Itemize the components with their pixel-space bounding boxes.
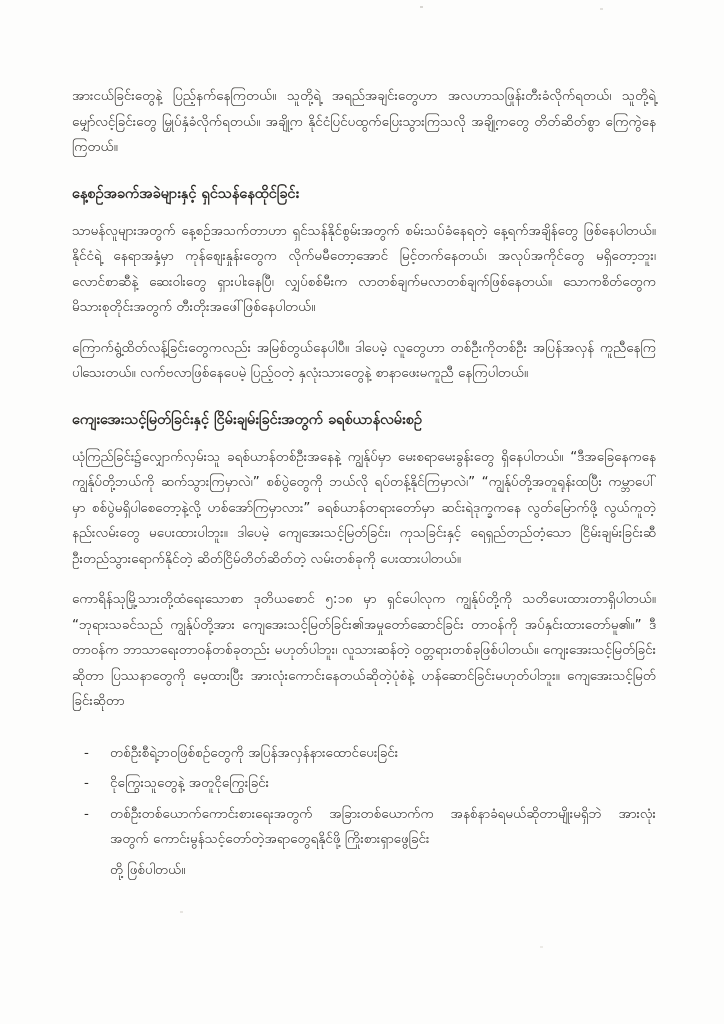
reconciliation-definition-list bbox=[84, 741, 656, 884]
document-content bbox=[72, 84, 656, 883]
dash-bullet-icon: - bbox=[84, 805, 89, 822]
dash-bullet-icon: - bbox=[84, 744, 89, 761]
paragraph-fear-and-mutual-help: ကြောက်ရွံ့ထိတ်လန့်ခြင်းတွေကလည်း အမြစ်တွယ်နေပါပီ။ ဒါပေမဲ့ လူတွေဟာ တစ်ဦးကိုတစ်ဦး အပြန်အလှန် ကူညီနေကြပါသေးတယ်။ လက်ဗလာဖြစ်နေပေမဲ့ ပြည့်ဝတဲ့ နှလုံးသားတွေနဲ့ စာနာဖေးမကူညီ နေကြပါတယ်။ bbox=[72, 339, 656, 381]
list-item bbox=[84, 802, 656, 853]
paragraph-believer-questions: ယုံကြည်ခြင်း၌လျှောက်လှမ်းသူ ခရစ်ယာန်တစ်ဦးအနေနဲ့ ကျွန်ုပ်မှာ မေးစရာမေးခွန်းတွေ ရှိနေပါတယ်။ “ဒီအခြေနေကနေ ကျွန်ုပ်တို့ဘယ်ကို ဆက်သွားကြမှာလဲ၊” စစ်ပွဲတွေကို ဘယ်လို ရပ်တန့်နိုင်ကြမှာလဲ၊” “ကျွန်ုပ်တို့အတူရုန်းထပြီး ကမ္ဘာပေါ်မှာ စစ်ပွဲမရှိပါစေတော့နဲ့လို့ ဟစ်အော်ကြမှာလား” ခရစ်ယာန်တရားတော်မှာ ဆင်းရဲဒုက္ခကနေ လွတ်မြောက်ဖို့ လွယ်ကူတဲ့ နည်းလမ်းတွေ မပေးထားပါဘူး။ ဒါပေမဲ့ ကျေအေးသင့်မြတ်ခြင်း၊ ကုသခြင်းနှင့် ရေရှည်တည်တံ့သော ငြိမ်းချမ်းခြင်းဆီဦးတည်သွားရောက်နိုင်တဲ့ ဆိတ်ငြိမ်တိတ်ဆိတ်တဲ့ လမ်းတစ်ခုကို ပေးထားပါတယ်။ bbox=[72, 448, 656, 567]
paragraph-daily-hardship: သာမန်လူများအတွက် နေ့စဉ်အသက်တာဟာ ရှင်သန်နိုင်စွမ်းအတွက် စမ်းသပ်ခံနေရတဲ့ နေ့ရက်အချိန်တွေ ဖြစ်နေပါတယ်။ နိုင်ငံရဲ့ နေရာအနှံ့မှာ ကုန်ဈေးနှုန်းတွေက လိုက်မမီတော့အောင် မြင့်တက်နေတယ်၊ အလုပ်အကိုင်တွေ မရှိတော့ဘူး၊ လောင်စာဆီနဲ့ ဆေးဝါးတွေ ရှားပါးနေပြီ၊ လျှပ်စစ်မီးက လာတစ်ချက်မလာတစ်ချက်ဖြစ်နေတယ်။ သောကစိတ်တွေက မိသားစုတိုင်းအတွက် တီးတိုးအဖေါ်ဖြစ်နေပါတယ်။ bbox=[72, 222, 656, 315]
heading-daily-struggles: နေ့စဉ်အခက်အခဲများနှင့် ရှင်သန်နေထိုင်ခြင်း bbox=[72, 185, 300, 202]
list-item bbox=[84, 741, 656, 767]
list-item bbox=[84, 771, 656, 797]
paragraph-despair-intro: အားငယ်ခြင်းတွေနဲ့ ပြည့်နက်နေကြတယ်။ သူတို့ရဲ့ အရည်အချင်းတွေဟာ အလဟာသဖြုန်းတီးခံလိုက်ရတယ်၊ သူတို့ရဲ့ မျှော်လင့်ခြင်းတွေ မြှုပ်နှံခံလိုက်ရတယ်။ အချို့က နိုင်ငံပြင်ပထွက်ပြေးသွားကြသလို အချို့ကတွေ တိတ်ဆိတ်စွာ ကြေကွဲနေကြတယ်။ bbox=[72, 88, 656, 155]
paragraph-scripture-reference: ကောရိန်သုမြို့သားတို့ထံရေးသောစာ ဒုတိယစောင် ၅:၁၈ မှာ ရှင်ပေါလုက ကျွန်ုပ်တို့ကို သတိပေးထားတာရှိပါတယ်။ “ဘုရားသခင်သည် ကျွန်ုပ်တို့အား ကျေအေးသင့်မြတ်ခြင်း၏အမှုတော်ဆောင်ခြင်း တာဝန်ကို အပ်နှင်းထားတော်မူ၏။” ဒီတာဝန်က ဘာသာရေးတာဝန်တစ်ခုတည်း မဟုတ်ပါဘူး၊ လူသားဆန်တဲ့ ဝတ္တရားတစ်ခုဖြစ်ပါတယ်။ ကျေးအေးသင့်မြတ်ခြင်းဆိုတာ ပြဿနာတွေကို မေ့ထားပြီး အားလုံးကောင်းနေတယ်ဆိုတဲ့ပုံစံနဲ့ ဟန်ဆောင်ခြင်းမဟုတ်ပါဘူး။ ကျေအေးသင့်မြတ်ခြင်းဆိုတာ bbox=[72, 591, 656, 709]
list-item-text: ငိုကြွေးသူတွေနဲ့ အတူငိုကြွေးခြင်း bbox=[110, 775, 270, 791]
list-item-text: တစ်ဦးတစ်ယောက်ကောင်းစားရေးအတွက် အခြားတစ်ယောက်က အနစ်နာခံရမယ်ဆိုတာမျိုးမရှိဘဲ အားလုံးအတွက် ကောင်းမွန်သင့်တော်တဲ့အရာတွေရနိုင်ဖို့ ကြိုးစားရှာဖွေခြင်း bbox=[110, 805, 656, 847]
heading-reconciliation-and-peace: ကျေးအေးသင့်မြတ်ခြင်းနှင့် ငြိမ်းချမ်းခြင်းအတွက် ခရစ်ယာန်လမ်းစဉ် bbox=[72, 411, 422, 428]
list-item-text: တစ်ဦးစီရဲ့ဘဝဖြစ်စဉ်တွေကို အပြန်အလှန်နားထောင်ပေးခြင်း bbox=[110, 744, 399, 761]
list-closing-text: တို့ ဖြစ်ပါတယ်။ bbox=[110, 861, 186, 878]
dash-bullet-icon: - bbox=[84, 775, 89, 791]
